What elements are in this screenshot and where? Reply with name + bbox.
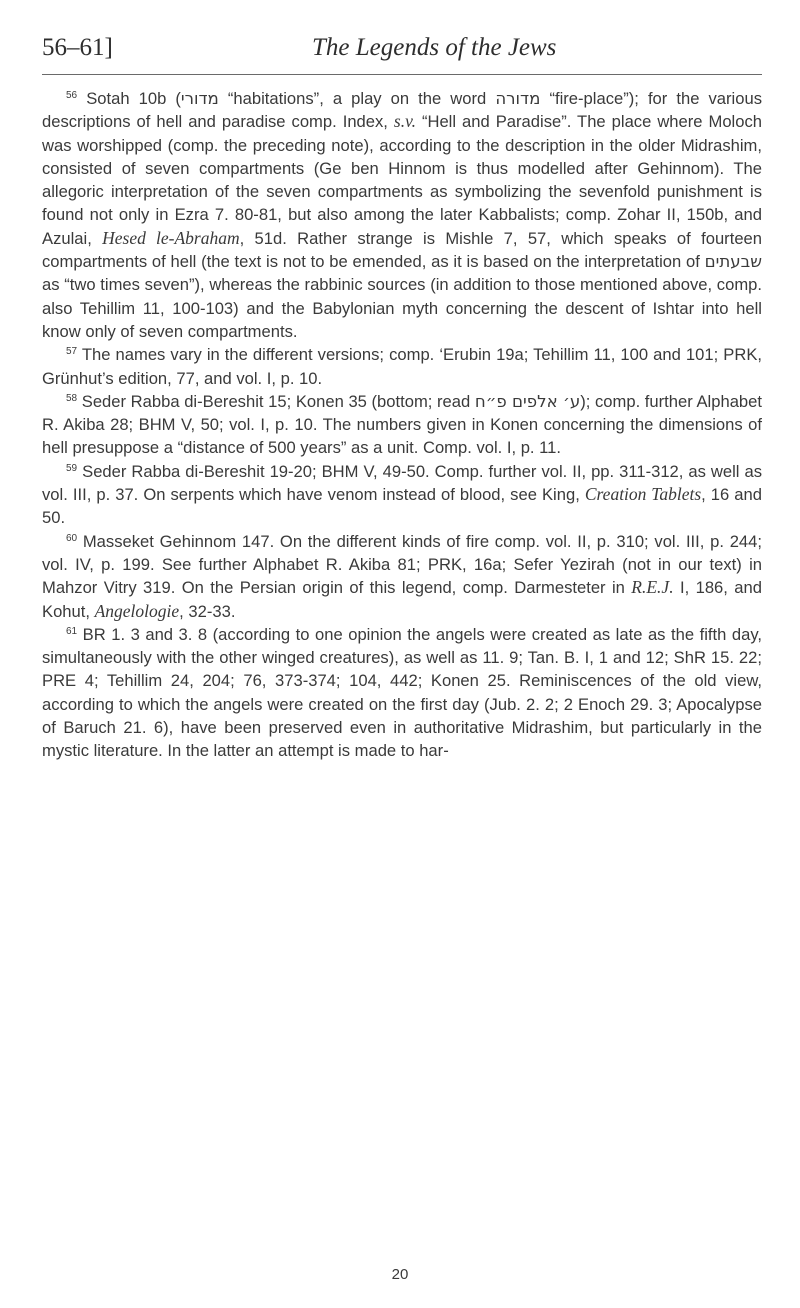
italic-title: Angelologie [94, 600, 180, 621]
running-header [42, 34, 762, 75]
note-text: The names vary in the different versions; comp. ‘Erubin 19a; Tehillim 11, 100 and 101; PRK, Grünhut’s edition, 77, and vol. I, p. 10. [42, 345, 762, 388]
note-text: “habitations”, a play on the word [218, 89, 496, 108]
hebrew-word: ע׳ אלפים פ״ח [474, 391, 581, 411]
italic-title: Hesed le-Abraham [102, 227, 240, 248]
hebrew-word: מדורי [180, 89, 219, 108]
note-text: “fire-place”); for the various descriptions of hell and paradise comp. Index, [42, 89, 762, 132]
footnote-number: 56 [66, 90, 78, 101]
hebrew-word: מדורה [495, 89, 541, 108]
footnote-59 [42, 460, 762, 530]
note-text: Sotah 10b ( [86, 89, 181, 108]
footnote-number: 61 [66, 625, 78, 637]
note-text: “Hell and Paradise”. The place where Moloch was worshipped (comp. the preceding note), according to the description in the older Midrashim, consisted of seven compartments (Ge ben Hinnom is thus modelled after Gehinnom). The allegoric interpretation of the seven compartments as symbolizing the sevenfold punishment is found not only in Ezra 7. 80-81, but also among the later Kabbalists; comp. Zohar II, 150b, and Azulai, [42, 112, 762, 248]
note-text: Seder Rabba di-Bereshit 19-20; BHM V, 49-50. Comp. further vol. II, pp. 311-312, as well as vol. III, p. 37. On serpents which have venom instead of blood, see King, [42, 461, 762, 505]
note-text: I, 186, and Kohut, [42, 578, 762, 621]
note-text: , 32-33. [179, 601, 236, 621]
footnote-58 [42, 390, 762, 460]
italic-title: Creation Tablets [584, 484, 702, 505]
note-text: ); comp. further Alphabet R. Akiba 28; BHM V, 50; vol. I, p. 10. The numbers given in Konen concerning the dimensions of hell presuppose a “distance of 500 years” as a unit. Comp. vol. I, p. 11. [42, 391, 762, 458]
italic-title: R.E.J. [631, 577, 674, 598]
running-title: The Legends of the Jews [312, 34, 557, 61]
page-number: 20 [391, 1266, 409, 1283]
footnote-57 [42, 343, 762, 390]
hebrew-word: שבעתים [704, 252, 762, 272]
footnote-60 [42, 530, 762, 623]
note-text: Seder Rabba di-Bereshit 15; Konen 35 (bottom; read [81, 391, 475, 411]
note-text: Masseket Gehinnom 147. On the different kinds of fire comp. vol. II, p. 310; vol. III, p. 244; vol. IV, p. 199. See further Alphabet R. Akiba 81; PRK, 16a; Sefer Yezirah (not in our text) in Mahzor Vitry 319. On the Persian origin of this legend, comp. Darmesteter in [42, 531, 762, 598]
note-text: , 51d. Rather strange is Mishle 7, 57, which speaks of fourteen compartments of hell (the text is not to be emended, as it is based on the interpretation of [42, 228, 763, 272]
note-range: 56–61] [42, 34, 113, 61]
footnote-number: 60 [66, 532, 78, 544]
footnote-number: 58 [66, 392, 78, 404]
footnote-56 [42, 87, 762, 343]
footnotes [42, 87, 762, 763]
footnote-number: 57 [66, 346, 78, 358]
note-text: BR 1. 3 and 3. 8 (according to one opinion the angels were created as late as the fifth day, simultaneously with the other winged creatures), as well as 11. 9; Tan. B. I, 1 and 12; ShR 15. 22; PRE 4; Tehillim 24, 204; 76, 373-374; 104, 442; Konen 25. Reminiscences of the old view, according to which the angels were created on the first day (Jub. 2. 2; 2 Enoch 29. 3; Apocalypse of Baruch 21. 6), have been preserved even in authoritative Midrashim, but particularly in the mystic literature. In the latter an attempt is made to har- [42, 624, 762, 761]
footnote-61 [42, 623, 762, 763]
footnote-number: 59 [66, 462, 78, 474]
note-text: as “two times seven”), whereas the rabbinic sources (in addition to those mentioned above, comp. also Tehillim 11, 100-103) and the Babylonian myth concerning the descent of Ishtar into hell know only of seven compartments. [42, 275, 762, 341]
note-text: , 16 and 50. [42, 485, 762, 528]
italic-title: s.v. [393, 111, 416, 132]
